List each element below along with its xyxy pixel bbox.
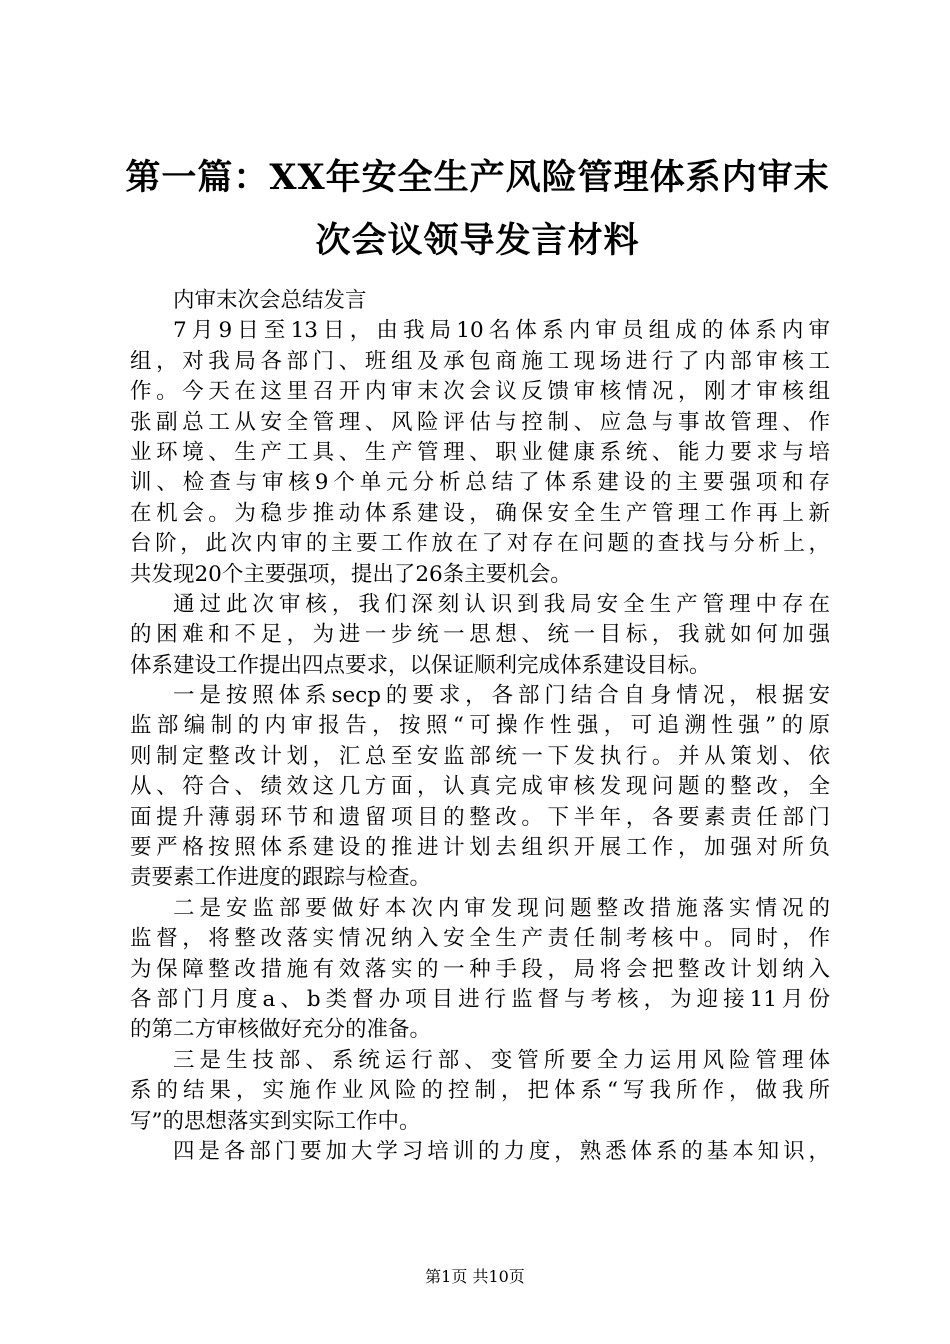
text-line: 通过此次审核，我们深刻认识到我局安全生产管理中存在 [173,591,830,617]
text-line: 共发现20个主要强项，提出了26条主要机会。 [130,561,572,587]
text-line: 的困难和不足，为进一步统一思想、统一目标，我就如何加强 [130,622,830,648]
document-title-line-1: 第一篇：XX年安全生产风险管理体系内审末 [125,157,830,198]
text-line: 四是各部门要加大学习培训的力度，熟悉体系的基本知识， [173,1138,830,1164]
text-line: 则制定整改计划，汇总至安监部统一下发执行。并从策划、依 [130,743,830,769]
text-line: 一是按照体系secp的要求，各部门结合自身情况，根据安 [173,683,830,709]
text-line: 组，对我局各部门、班组及承包商施工现场进行了内部审核工 [130,348,830,374]
document-title-line-2: 次会议领导发言材料 [315,220,640,261]
text-line: 张副总工从安全管理、风险评估与控制、应急与事故管理、作 [130,409,830,435]
text-line: 系的结果，实施作业风险的控制，把体系“写我所作，做我所 [130,1078,830,1104]
text-line: 体系建设工作提出四点要求，以保证顺利完成体系建设目标。 [130,652,711,678]
text-line: 作。今天在这里召开内审末次会议反馈审核情况，刚才审核组 [130,379,830,405]
text-line: 三是生技部、系统运行部、变管所要全力运用风险管理体 [173,1047,830,1073]
text-line: 监部编制的内审报告，按照“可操作性强，可追溯性强”的原 [130,713,830,739]
text-line: 责要素工作进度的跟踪与检查。 [130,865,432,891]
text-line: 台阶，此次内审的主要工作放在了对存在问题的查找与分析上， [130,531,830,557]
text-line: 监督，将整改落实情况纳入安全生产责任制考核中。同时，作 [130,926,830,952]
text-line: 写”的思想落实到实际工作中。 [130,1108,421,1134]
text-line: 业环境、生产工具、生产管理、职业健康系统、能力要求与培 [130,439,830,465]
text-line: 从、符合、绩效这几方面，认真完成审核发现问题的整改，全 [130,774,830,800]
paragraph-heading: 内审末次会总结发言 [173,288,367,313]
text-line: 二是安监部要做好本次内审发现问题整改措施落实情况的 [173,895,830,921]
document-body [130,286,830,1167]
text-line: 训、检查与审核9个单元分析总结了体系建设的主要强项和存 [130,470,830,496]
text-line: 在机会。为稳步推动体系建设，确保安全生产管理工作再上新 [130,500,830,526]
text-line: 各部门月度a、b类督办项目进行监督与考核，为迎接11月份 [130,986,830,1012]
text-line: 的第二方审核做好充分的准备。 [130,1017,432,1043]
page-number-footer: 第1页 共10页 [425,1267,525,1286]
text-line: 面提升薄弱环节和遗留项目的整改。下半年，各要素责任部门 [130,804,830,830]
text-line: 为保障整改措施有效落实的一种手段，局将会把整改计划纳入 [130,956,830,982]
text-line: 要严格按照体系建设的推进计划去组织开展工作，加强对所负 [130,835,830,861]
text-line: 7月9日至13日，由我局10名体系内审员组成的体系内审 [173,318,830,344]
